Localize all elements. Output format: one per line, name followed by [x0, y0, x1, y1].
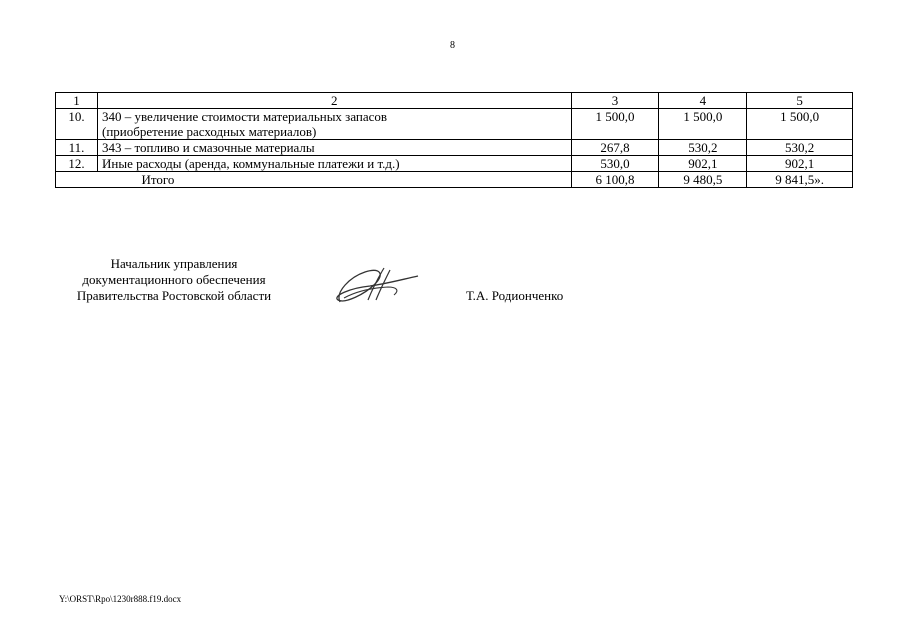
signatory-title [58, 256, 290, 304]
row-name: Иные расходы (аренда, коммунальные платежи и т.д.) [98, 156, 572, 172]
total-value-col3: 6 100,8 [571, 172, 659, 188]
signatory-name: Т.А. Родионченко [466, 288, 564, 303]
total-value-col5: 9 841,5». [747, 172, 853, 188]
row-number: 12. [56, 156, 98, 172]
header-cell-1: 1 [56, 93, 98, 109]
table-row [56, 109, 853, 140]
signatory-title-line: Правительства Ростовской области [76, 288, 272, 303]
row-value-col4: 902,1 [659, 156, 747, 172]
header-cell-3: 3 [571, 93, 659, 109]
row-value-col3: 1 500,0 [571, 109, 659, 140]
row-value-col4: 530,2 [659, 140, 747, 156]
row-name-line: 340 – увеличение стоимости материальных запасов [102, 109, 388, 124]
row-value-col5: 902,1 [747, 156, 853, 172]
header-cell-5: 5 [747, 93, 853, 109]
total-empty-cell [56, 172, 98, 188]
header-cell-4: 4 [659, 93, 747, 109]
total-label: Итого [98, 172, 572, 188]
signatory-title-line: Начальник управления [110, 256, 238, 271]
row-name [98, 109, 572, 140]
row-value-col5: 530,2 [747, 140, 853, 156]
row-value-col3: 530,0 [571, 156, 659, 172]
budget-table [55, 92, 853, 188]
table-row [56, 140, 853, 156]
total-value-col4: 9 480,5 [659, 172, 747, 188]
table-row [56, 156, 853, 172]
file-path: Y:\ORST\Rpo\1230r888.f19.docx [59, 594, 182, 604]
table-header-row [56, 93, 853, 109]
row-value-col4: 1 500,0 [659, 109, 747, 140]
row-value-col3: 267,8 [571, 140, 659, 156]
row-number: 11. [56, 140, 98, 156]
signatory-title-line: документационного обеспечения [82, 272, 266, 287]
row-name-line: (приобретение расходных материалов) [102, 124, 317, 139]
header-cell-2: 2 [98, 93, 572, 109]
page-number: 8 [450, 40, 455, 51]
row-name: 343 – топливо и смазочные материалы [98, 140, 572, 156]
table-total-row [56, 172, 853, 188]
row-value-col5: 1 500,0 [747, 109, 853, 140]
row-number: 10. [56, 109, 98, 140]
handwritten-signature [330, 262, 420, 312]
